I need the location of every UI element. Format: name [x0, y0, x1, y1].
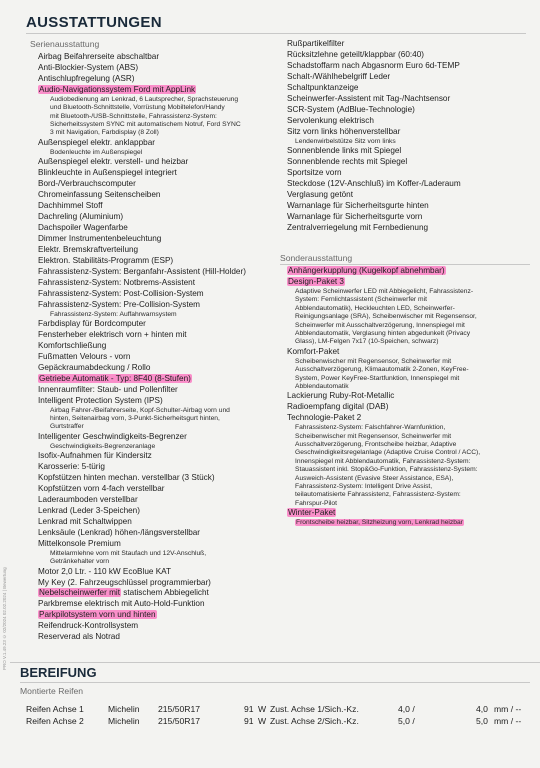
equipment-item	[38, 330, 278, 341]
tyre-val: 5,0 /	[398, 716, 415, 726]
equipment-item	[287, 179, 537, 190]
equipment-text: Schadstoffarm nach Abgasnorm Euro 6d-TEMP	[287, 60, 460, 70]
equipment-item	[287, 223, 537, 234]
serien-list-left	[38, 52, 278, 643]
equipment-text: Gepäckraumabdeckung / Rollo	[38, 362, 151, 372]
equipment-item	[287, 413, 537, 424]
equipment-item	[38, 578, 278, 589]
equipment-text: Abblendautomatik), Heckleuchten LED, Scheinwerfer-	[295, 304, 455, 312]
equipment-item	[38, 352, 278, 363]
equipment-text: Scheibenwischer mit Regensensor, Scheinwerfer mit	[295, 432, 452, 440]
equipment-text: Scheinwerfer-Assistent mit Tag-/Nachtsensor	[287, 93, 451, 103]
equipment-text: Außenspiegel elektr. verstell- und heizbar	[38, 157, 189, 167]
equipment-item	[287, 347, 537, 358]
equipment-text: Motor 2,0 Ltr. - 110 kW EcoBlue KAT	[38, 566, 172, 576]
equipment-text: Laderaumboden verstellbar	[38, 494, 138, 504]
equipment-text: Elektr. Bremskraftverteilung	[38, 244, 139, 254]
equipment-text: Karosserie: 5-türig	[38, 462, 105, 472]
reifen-heading: Montierte Reifen	[20, 686, 84, 696]
equipment-item	[38, 319, 278, 330]
equipment-item	[38, 621, 278, 632]
tyre-depth: 4,0	[476, 704, 488, 714]
equipment-text: mit Bluetooth-/USB-Schnittstelle, Fahrassistenz-System:	[50, 112, 217, 120]
equipment-detail	[38, 443, 278, 451]
sonder-heading: Sonderausstattung	[280, 253, 353, 263]
equipment-text: Sicherheitssystem SYNC mit automatischem Notruf, Ford SYNC	[50, 121, 241, 129]
equipment-text: Sportsitze vorn	[287, 167, 342, 177]
equipment-item	[38, 256, 278, 267]
equipment-item	[38, 212, 278, 223]
equipment-text: Stauassistent inkl. Stop&Go-Funktion, Fahrassistenz-System:	[295, 466, 478, 474]
equipment-text: Fensterheber elektrisch vorn + hinten mit	[38, 329, 187, 339]
equipment-text: Bodenleuchte im Außenspiegel	[50, 148, 143, 156]
equipment-text: Reinigungsanlage (SRA), Scheibenwischer mit Regensensor,	[295, 313, 477, 321]
equipment-item	[38, 599, 278, 610]
bereifung-divider	[20, 682, 530, 683]
equipment-detail	[287, 330, 537, 338]
equipment-detail	[287, 441, 537, 449]
equipment-text: Innenraumfilter: Staub- und Pollenfilter	[38, 384, 178, 394]
serien-heading: Serienausstattung	[30, 39, 100, 49]
equipment-text: Blinkleuchte in Außenspiegel integriert	[38, 168, 177, 178]
serien-list-right	[287, 39, 537, 234]
equipment-detail	[287, 322, 537, 330]
equipment-text: Lackierung Ruby-Rot-Metallic	[287, 391, 395, 401]
equipment-text: Parkbremse elektrisch mit Auto-Hold-Funktion	[38, 599, 205, 609]
equipment-detail	[287, 358, 537, 366]
equipment-text: Geschwindigkeits-Begrenzeranlage	[50, 442, 156, 450]
equipment-text: Elektron. Stabilitäts-Programm (ESP)	[38, 255, 174, 265]
equipment-text: Mittelarmlehne vorn mit Staufach und 12V-Anschluß,	[50, 549, 207, 557]
equipment-item	[38, 138, 278, 149]
equipment-detail	[38, 113, 278, 121]
tyre-unit: mm / --	[494, 716, 522, 726]
equipment-detail	[287, 491, 537, 499]
equipment-text: Fahrassistenz-System: Berganfahr-Assistent (Hill-Holder)	[38, 266, 246, 276]
tyre-unit: mm / --	[494, 704, 522, 714]
equipment-text: Audio-Navigationssystem Ford mit AppLink	[39, 84, 196, 94]
equipment-text: System, Power KeyFree-Startfunktion, Innenspiegel mit	[295, 374, 460, 382]
equipment-item	[38, 85, 278, 96]
equipment-text: Gurtstraffer	[50, 423, 84, 431]
equipment-text: Anti-Blockier-System (ABS)	[38, 62, 139, 72]
tyre-si: W	[258, 716, 267, 726]
equipment-text: Technologie-Paket 2	[287, 413, 362, 423]
equipment-item	[287, 266, 537, 277]
bereifung-title: BEREIFUNG	[20, 665, 97, 680]
equipment-item	[38, 462, 278, 473]
equipment-item	[287, 39, 537, 50]
equipment-detail	[38, 407, 278, 415]
equipment-item	[38, 506, 278, 517]
equipment-text: Rücksitzlehne geteilt/klappbar (60:40)	[287, 49, 424, 59]
equipment-text: Fußmatten Velours - vorn	[38, 351, 131, 361]
tyre-li: 91	[244, 704, 254, 714]
equipment-item	[38, 267, 278, 278]
equipment-text: Ausschaltverzögerung, Klimaautomatik 2-Zonen, KeyFree-	[295, 366, 469, 374]
tyre-size: 215/50R17	[158, 704, 201, 714]
equipment-text: Fahrassistenz-System: Pre-Collision-System	[38, 299, 200, 309]
equipment-text: Sonnenblende rechts mit Spiegel	[287, 156, 408, 166]
equipment-text: Airbag Fahrer-/Beifahrerseite, Kopf-Schulter-Airbag vorn und	[50, 406, 230, 414]
equipment-item	[38, 451, 278, 462]
equipment-item	[287, 50, 537, 61]
equipment-text: Fahrassistenz-System: Auffahrwarnsystem	[50, 310, 177, 318]
equipment-item	[38, 190, 278, 201]
equipment-text: Bord-/Verbrauchscomputer	[38, 179, 136, 189]
equipment-detail	[287, 383, 537, 391]
equipment-detail	[287, 483, 537, 491]
equipment-detail	[38, 129, 278, 137]
equipment-item	[38, 484, 278, 495]
equipment-text: Steckdose (12V-Anschluß) im Koffer-/Laderaum	[287, 178, 461, 188]
equipment-detail	[38, 104, 278, 112]
tyre-brand: Michelin	[108, 704, 140, 714]
equipment-detail	[287, 433, 537, 441]
equipment-detail	[38, 423, 278, 431]
equipment-text: Servolenkung elektrisch	[287, 115, 374, 125]
equipment-item	[38, 517, 278, 528]
equipment-detail	[287, 500, 537, 508]
equipment-text: Lenksäule (Lenkrad) höhen-/längsverstellbar	[38, 527, 201, 537]
equipment-detail	[287, 313, 537, 321]
equipment-text: Mittelkonsole Premium	[38, 538, 121, 548]
equipment-detail	[287, 288, 537, 296]
tyre-depth: 5,0	[476, 716, 488, 726]
equipment-item	[38, 396, 278, 407]
equipment-detail	[38, 311, 278, 319]
tyre-brand: Michelin	[108, 716, 140, 726]
equipment-item	[287, 72, 537, 83]
equipment-text: Dimmer Instrumentenbeleuchtung	[38, 233, 162, 243]
equipment-item	[38, 528, 278, 539]
equipment-item	[287, 105, 537, 116]
equipment-text: Innenspiegel mit Abblendautomatik, Fahrassistenz-System:	[295, 457, 471, 465]
equipment-detail	[38, 550, 278, 558]
equipment-item	[38, 168, 278, 179]
equipment-item	[38, 495, 278, 506]
equipment-item	[38, 610, 278, 621]
equipment-text: Zentralverriegelung mit Fernbedienung	[287, 222, 429, 232]
equipment-text: Lenkrad mit Schaltwippen	[38, 516, 132, 526]
equipment-detail	[287, 424, 537, 432]
equipment-text: Schalt-/Wählhebelgriff Leder	[287, 71, 391, 81]
equipment-detail	[287, 449, 537, 457]
equipment-item	[38, 588, 278, 599]
equipment-text: Nebelscheinwerfer mit statischem Abbiegelicht	[39, 588, 209, 598]
equipment-text: Dachreling (Aluminium)	[38, 211, 124, 221]
equipment-item	[38, 567, 278, 578]
equipment-text: System: Fernlichtassistent (Scheinwerfer mit	[295, 296, 427, 304]
equipment-item	[38, 223, 278, 234]
equipment-text: Warnanlage für Sicherheitsgurte vorn	[287, 211, 423, 221]
tyre-size: 215/50R17	[158, 716, 201, 726]
tyre-zust: Zust. Achse 1/Sich.-Kz.	[270, 704, 359, 714]
equipment-text: Kopfstützen vorn 4-fach verstellbar	[38, 484, 165, 494]
equipment-text: teilautomatisierte Fahrassistenz, Fahrassistenz-System:	[295, 491, 461, 499]
equipment-item	[38, 63, 278, 74]
equipment-item	[287, 146, 537, 157]
equipment-item	[287, 61, 537, 72]
equipment-text: Radioempfang digital (DAB)	[287, 402, 389, 412]
equipment-item	[38, 363, 278, 374]
equipment-text: Frontscheibe heizbar, Sitzheizung vorn, Lenkrad heizbar	[296, 519, 463, 527]
equipment-text: Rußpartikelfilter	[287, 39, 345, 48]
equipment-text: Intelligenter Geschwindigkeits-Begrenzer	[38, 431, 187, 441]
equipment-detail	[287, 366, 537, 374]
page-title: AUSSTATTUNGEN	[26, 14, 162, 31]
equipment-detail	[287, 466, 537, 474]
tyre-pos: Reifen Achse 1	[26, 704, 84, 714]
equipment-item	[38, 300, 278, 311]
equipment-text: Getriebe Automatik - Typ: 8F40 (8-Stufen)	[39, 373, 191, 383]
equipment-item	[38, 432, 278, 443]
equipment-item	[38, 374, 278, 385]
bereifung-top-divider	[10, 662, 540, 663]
equipment-text: Abblendautomatik	[295, 382, 349, 390]
equipment-text: und Bluetooth-Schnittstelle, Vorrüstung Mobiltelefon/Handy	[50, 104, 225, 112]
tyre-pos: Reifen Achse 2	[26, 716, 84, 726]
equipment-text: Ausweich-Assistent (Evasive Steer Assistance, ESA),	[295, 474, 454, 482]
side-print-note: PRO V.1.49.23 © 02/2024 02.02.2024 | Bewertung	[2, 567, 7, 670]
equipment-text: Dachspoiler Wagenfarbe	[38, 222, 128, 232]
equipment-text: Scheibenwischer mit Regensensor, Scheinwerfer mit	[295, 357, 452, 365]
equipment-text: Fahrassistenz-System: Intelligent Drive Assist,	[295, 483, 433, 491]
equipment-detail	[38, 415, 278, 423]
equipment-text: Kopfstützen hinten mechan. verstellbar (3 Stück)	[38, 473, 215, 483]
equipment-item	[38, 473, 278, 484]
tyre-val: 4,0 /	[398, 704, 415, 714]
equipment-text: Verglasung getönt	[287, 189, 354, 199]
equipment-item	[287, 277, 537, 288]
equipment-item	[287, 168, 537, 179]
equipment-text: Geschwindigkeitsregelanlage (Adaptive Cruise Control / ACC),	[295, 449, 481, 457]
equipment-detail	[287, 458, 537, 466]
equipment-text: My Key (2. Fahrzeugschlüssel programmierbar)	[38, 577, 211, 587]
equipment-text: Isofix-Aufnahmen für Kindersitz	[38, 451, 152, 461]
tyre-zust: Zust. Achse 2/Sich.-Kz.	[270, 716, 359, 726]
equipment-text: Lenkrad (Leder 3-Speichen)	[38, 505, 140, 515]
equipment-text: Glass), LM-Felgen 7x17 (10-Speichen, schwarz)	[295, 338, 439, 346]
equipment-text: Anhängerkupplung (Kugelkopf abnehmbar)	[288, 266, 445, 275]
equipment-text: Scheinwerfer mit Ausschaltverzögerung, Innenspiegel mit	[295, 321, 465, 329]
equipment-item	[38, 278, 278, 289]
equipment-text: Chromeinfassung Seitenscheiben	[38, 190, 161, 200]
equipment-text: hinten, Seitenairbag vorn, 3-Punkt-Sicherheitsgurt hinten,	[50, 414, 220, 422]
equipment-text: Antischlupfregelung (ASR)	[38, 73, 135, 83]
equipment-detail	[287, 375, 537, 383]
equipment-item	[38, 245, 278, 256]
equipment-item	[287, 508, 537, 519]
equipment-text: Außenspiegel elektr. anklappbar	[38, 137, 155, 147]
equipment-text: Winter-Paket	[288, 508, 336, 518]
equipment-text: Audiobedienung am Lenkrad, 6 Lautsprecher, Sprachsteuerung	[50, 95, 239, 103]
equipment-item	[287, 127, 537, 138]
equipment-item	[287, 212, 537, 223]
equipment-text: Getränkehalter vorn	[50, 558, 110, 566]
equipment-text: Reserverad als Notrad	[38, 632, 120, 642]
equipment-text: Fahrspur-Pilot	[295, 499, 337, 507]
equipment-text: Parkpilotsystem vorn und hinten	[39, 610, 156, 620]
equipment-detail	[38, 121, 278, 129]
equipment-item	[287, 391, 537, 402]
equipment-item	[38, 289, 278, 300]
equipment-text: Intelligent Protection System (IPS)	[38, 395, 163, 405]
equipment-text: Reifendruck-Kontrollsystem	[38, 621, 139, 631]
equipment-text: Sitz vorn links höhenverstellbar	[287, 126, 401, 136]
equipment-text: Lendenwirbelstütze Sitz vorn links	[295, 137, 396, 145]
equipment-detail	[38, 96, 278, 104]
highlight-mark: Nebelscheinwerfer mit	[39, 588, 120, 598]
equipment-item	[287, 157, 537, 168]
equipment-item	[38, 52, 278, 63]
equipment-text: Adaptive Scheinwerfer LED mit Abbiegelicht, Fahrassistenz-	[295, 287, 474, 295]
equipment-text: SCR-System (AdBlue-Technologie)	[287, 104, 415, 114]
equipment-item	[287, 116, 537, 127]
equipment-text: Ausschaltverzögerung, Frontscheibe heizbar, Adaptive	[295, 441, 457, 448]
title-divider	[26, 33, 526, 34]
equipment-item	[38, 234, 278, 245]
equipment-item	[38, 341, 278, 352]
equipment-text: Dachhimmel Stoff	[38, 201, 103, 211]
equipment-item	[38, 539, 278, 550]
equipment-text: Schaltpunktanzeige	[287, 82, 359, 92]
tyre-li: 91	[244, 716, 254, 726]
equipment-item	[287, 402, 537, 413]
equipment-item	[38, 201, 278, 212]
equipment-detail	[38, 558, 278, 566]
equipment-text: Fahrassistenz-System: Notbrems-Assistent	[38, 277, 195, 287]
equipment-text: 3 mit Navigation, Farbdisplay (8 Zoll)	[50, 129, 159, 137]
equipment-item	[38, 157, 278, 168]
equipment-text: Komfortschließung	[38, 340, 107, 350]
equipment-detail	[287, 138, 537, 146]
equipment-item	[287, 83, 537, 94]
equipment-text: Komfort-Paket	[287, 346, 340, 356]
sonder-list	[287, 266, 537, 528]
equipment-text: Farbdisplay für Bordcomputer	[38, 318, 146, 328]
sonder-divider	[280, 264, 530, 265]
equipment-detail	[287, 338, 537, 346]
equipment-text: Fahrassistenz-System: Post-Collision-System	[38, 288, 204, 298]
equipment-item	[38, 632, 278, 643]
equipment-text: Fahrassistenz-System: Falschfahrer-Warnfunktion,	[295, 424, 446, 432]
equipment-text: Warnanlage für Sicherheitsgurte hinten	[287, 200, 429, 210]
equipment-item	[287, 201, 537, 212]
equipment-item	[38, 179, 278, 190]
equipment-detail	[287, 296, 537, 304]
equipment-text: Design-Paket 3	[288, 276, 344, 286]
equipment-text: Abblendautomatik, Verglasung hinten abgedunkelt (Privacy	[295, 329, 471, 337]
equipment-text: Airbag Beifahrerseite abschaltbar	[38, 52, 160, 61]
equipment-item	[287, 190, 537, 201]
equipment-detail	[38, 149, 278, 157]
equipment-item	[38, 385, 278, 396]
equipment-detail	[287, 305, 537, 313]
equipment-item	[38, 74, 278, 85]
tyre-si: W	[258, 704, 267, 714]
equipment-detail	[287, 519, 537, 527]
equipment-text: Sonnenblende links mit Spiegel	[287, 145, 402, 155]
equipment-detail	[287, 475, 537, 483]
equipment-item	[287, 94, 537, 105]
